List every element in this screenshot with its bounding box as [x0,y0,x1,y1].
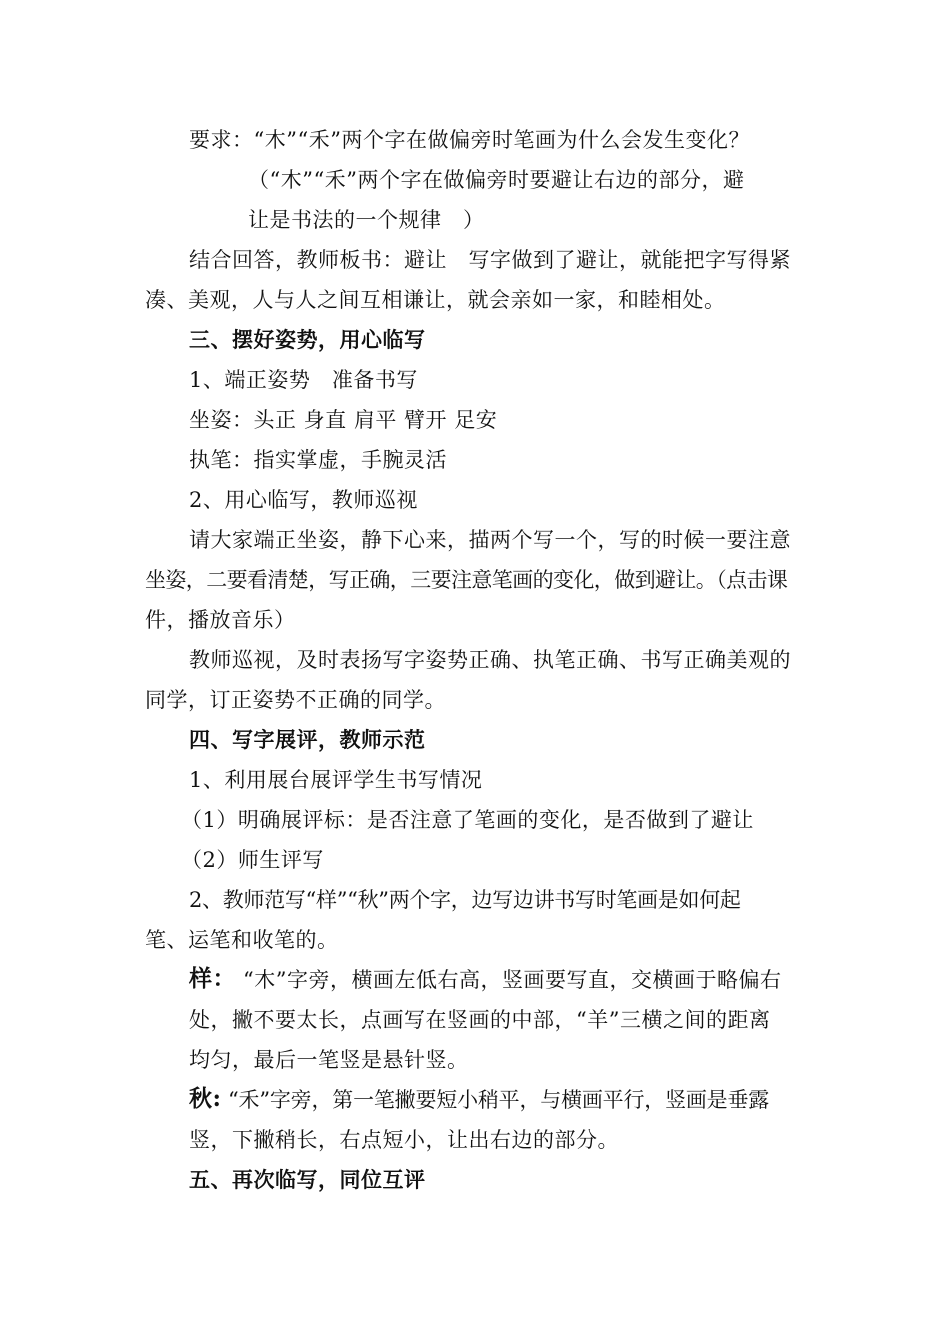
section-heading-3: 三、摆好姿势，用心临写 [189,327,426,352]
character-label-qiu: 秋: [189,1085,222,1112]
answer-line-1: （“木”“禾”两个字在做偏旁时要避让右边的部分，避 [248,168,745,192]
sitting-posture: 坐姿：头正 身直 肩平 臂开 足安 [189,408,498,432]
list-item: （2）师生评写 [181,848,324,872]
requirement-question: 要求：“木”“禾”两个字在做偏旁时笔画为什么会发生变化？ [189,128,750,152]
character-description: “木”字旁，横画左低右高，竖画要写直，交横画于略偏右 [243,968,782,992]
section-heading-5: 五、再次临写，同位互评 [189,1167,426,1192]
subheading: 1、端正姿势 准备书写 [189,368,418,392]
subheading: 2、用心临写，教师巡视 [189,488,418,512]
pen-holding: 执笔：指实掌虚，手腕灵活 [189,448,447,472]
character-description: 竖，下撇稍长，右点短小，让出右边的部分。 [189,1128,619,1152]
paragraph-line: 2、教师范写“样”“秋”两个字，边写边讲书写时笔画是如何起 [189,888,741,912]
character-description: 均匀，最后一笔竖是悬针竖。 [189,1048,469,1072]
character-description: 处，撇不要太长，点画写在竖画的中部，“羊”三横之间的距离 [189,1008,771,1032]
subheading: 1、利用展台展评学生书写情况 [189,768,483,792]
answer-line-2: 让是书法的一个规律 ） [248,208,485,232]
paragraph-line: 笔、运笔和收笔的。 [145,928,339,952]
paragraph-line: 坐姿，二要看清楚，写正确，三要注意笔画的变化，做到避让。（点击课 [145,568,788,592]
paragraph-line: 同学，订正姿势不正确的同学。 [145,688,446,712]
paragraph-line: 结合回答，教师板书：避让 写字做到了避让，就能把字写得紧 [189,248,791,272]
paragraph-line: 请大家端正坐姿，静下心来，描两个写一个，写的时候一要注意 [189,528,791,552]
section-heading-4: 四、写字展评，教师示范 [189,727,426,752]
character-label-yang: 样： [189,965,236,992]
paragraph-line: 教师巡视，及时表扬写字姿势正确、执笔正确、书写正确美观的 [189,648,791,672]
list-item: （1）明确展评标：是否注意了笔画的变化，是否做到了避让 [181,808,754,832]
paragraph-line: 凑、美观，人与人之间互相谦让，就会亲如一家，和睦相处。 [145,288,726,312]
paragraph-line: 件，播放音乐） [145,608,296,632]
character-description: “禾”字旁，第一笔撇要短小稍平，与横画平行，竖画是垂露 [228,1088,770,1112]
